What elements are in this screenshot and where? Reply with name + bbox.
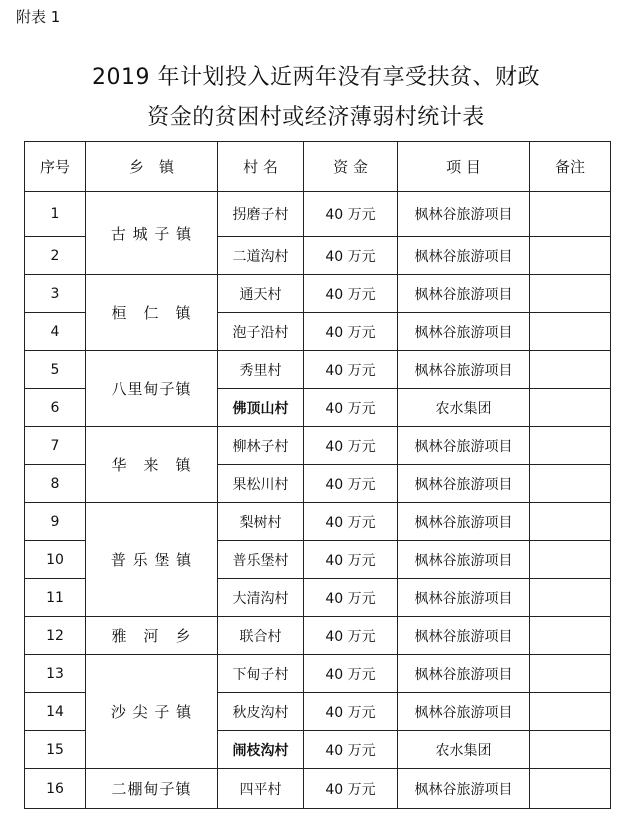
cell-no: 7 <box>25 427 86 465</box>
cell-no: 4 <box>25 313 86 351</box>
title-line-1: 2019 年计划投入近两年没有享受扶贫、财政 <box>92 65 540 90</box>
table-row <box>25 503 611 541</box>
table-row <box>25 275 611 313</box>
cell-no: 1 <box>25 192 86 237</box>
header-project: 项 目 <box>398 142 530 192</box>
cell-village: 大清沟村 <box>218 579 304 617</box>
cell-village: 柳林子村 <box>218 427 304 465</box>
cell-remark <box>530 351 611 389</box>
cell-no: 3 <box>25 275 86 313</box>
cell-project: 枫林谷旅游项目 <box>398 693 530 731</box>
table-row <box>25 427 611 465</box>
cell-township: 桓 仁 镇 <box>86 275 218 351</box>
cell-remark <box>530 541 611 579</box>
table-row <box>25 351 611 389</box>
cell-remark <box>530 579 611 617</box>
cell-funds: 40 万元 <box>304 541 398 579</box>
table-row <box>25 769 611 809</box>
cell-project: 枫林谷旅游项目 <box>398 655 530 693</box>
cell-no: 5 <box>25 351 86 389</box>
cell-township: 普 乐 堡 镇 <box>86 503 218 617</box>
cell-remark <box>530 693 611 731</box>
table-row <box>25 655 611 693</box>
cell-project: 枫林谷旅游项目 <box>398 192 530 237</box>
cell-funds: 40 万元 <box>304 693 398 731</box>
cell-no: 9 <box>25 503 86 541</box>
header-no: 序号 <box>25 142 86 192</box>
cell-funds: 40 万元 <box>304 275 398 313</box>
cell-project: 枫林谷旅游项目 <box>398 579 530 617</box>
cell-funds: 40 万元 <box>304 655 398 693</box>
cell-no: 10 <box>25 541 86 579</box>
cell-project: 农水集团 <box>398 389 530 427</box>
cell-project: 枫林谷旅游项目 <box>398 351 530 389</box>
cell-village: 果松川村 <box>218 465 304 503</box>
cell-project: 枫林谷旅游项目 <box>398 503 530 541</box>
cell-township: 古 城 子 镇 <box>86 192 218 275</box>
header-funds: 资 金 <box>304 142 398 192</box>
cell-township: 沙 尖 子 镇 <box>86 655 218 769</box>
cell-village: 泡子沿村 <box>218 313 304 351</box>
cell-project: 枫林谷旅游项目 <box>398 275 530 313</box>
cell-remark <box>530 503 611 541</box>
cell-project: 农水集团 <box>398 731 530 769</box>
cell-remark <box>530 427 611 465</box>
header-remark: 备注 <box>530 142 611 192</box>
cell-remark <box>530 617 611 655</box>
cell-village: 普乐堡村 <box>218 541 304 579</box>
cell-village: 秋皮沟村 <box>218 693 304 731</box>
cell-no: 16 <box>25 769 86 809</box>
cell-project: 枫林谷旅游项目 <box>398 541 530 579</box>
cell-funds: 40 万元 <box>304 427 398 465</box>
cell-no: 8 <box>25 465 86 503</box>
cell-remark <box>530 237 611 275</box>
cell-no: 15 <box>25 731 86 769</box>
cell-funds: 40 万元 <box>304 465 398 503</box>
cell-village: 佛顶山村 <box>218 389 304 427</box>
cell-funds: 40 万元 <box>304 503 398 541</box>
cell-remark <box>530 655 611 693</box>
cell-village: 联合村 <box>218 617 304 655</box>
cell-village: 拐磨子村 <box>218 192 304 237</box>
cell-funds: 40 万元 <box>304 579 398 617</box>
cell-funds: 40 万元 <box>304 192 398 237</box>
cell-funds: 40 万元 <box>304 313 398 351</box>
cell-remark <box>530 275 611 313</box>
cell-project: 枫林谷旅游项目 <box>398 313 530 351</box>
cell-project: 枫林谷旅游项目 <box>398 617 530 655</box>
table-row <box>25 192 611 237</box>
cell-remark <box>530 465 611 503</box>
header-village: 村 名 <box>218 142 304 192</box>
cell-funds: 40 万元 <box>304 237 398 275</box>
cell-no: 12 <box>25 617 86 655</box>
cell-township: 二棚甸子镇 <box>86 769 218 809</box>
cell-project: 枫林谷旅游项目 <box>398 769 530 809</box>
cell-village: 闹枝沟村 <box>218 731 304 769</box>
cell-no: 2 <box>25 237 86 275</box>
cell-remark <box>530 192 611 237</box>
cell-no: 14 <box>25 693 86 731</box>
table-header-row <box>25 142 611 192</box>
cell-no: 13 <box>25 655 86 693</box>
cell-village: 通天村 <box>218 275 304 313</box>
cell-township: 八里甸子镇 <box>86 351 218 427</box>
cell-village: 秀里村 <box>218 351 304 389</box>
cell-funds: 40 万元 <box>304 617 398 655</box>
cell-remark <box>530 731 611 769</box>
cell-no: 6 <box>25 389 86 427</box>
cell-remark <box>530 389 611 427</box>
table-body <box>25 192 611 809</box>
statistics-table <box>24 141 611 809</box>
cell-funds: 40 万元 <box>304 351 398 389</box>
table-row <box>25 617 611 655</box>
cell-funds: 40 万元 <box>304 731 398 769</box>
annex-label: 附表 1 <box>16 8 61 26</box>
cell-remark <box>530 769 611 809</box>
cell-village: 四平村 <box>218 769 304 809</box>
cell-village: 二道沟村 <box>218 237 304 275</box>
cell-remark <box>530 313 611 351</box>
cell-project: 枫林谷旅游项目 <box>398 427 530 465</box>
title-line-2: 资金的贫困村或经济薄弱村统计表 <box>147 105 485 130</box>
cell-funds: 40 万元 <box>304 769 398 809</box>
cell-township: 雅 河 乡 <box>86 617 218 655</box>
cell-township: 华 来 镇 <box>86 427 218 503</box>
cell-village: 梨树村 <box>218 503 304 541</box>
header-township: 乡 镇 <box>86 142 218 192</box>
cell-funds: 40 万元 <box>304 389 398 427</box>
cell-village: 下甸子村 <box>218 655 304 693</box>
cell-project: 枫林谷旅游项目 <box>398 465 530 503</box>
cell-no: 11 <box>25 579 86 617</box>
cell-project: 枫林谷旅游项目 <box>398 237 530 275</box>
